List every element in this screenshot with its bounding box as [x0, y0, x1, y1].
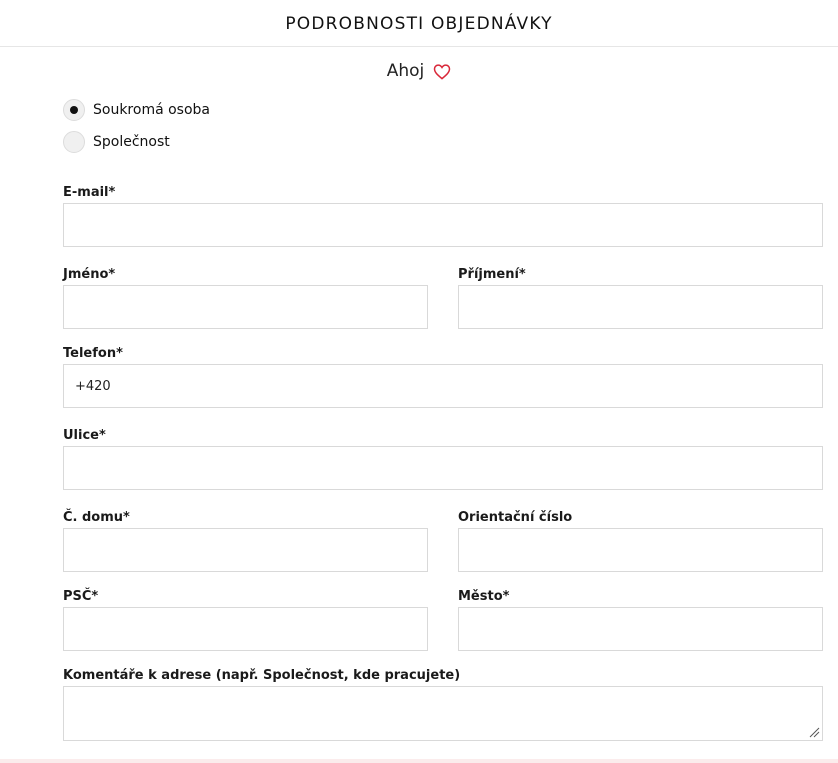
- zip-field[interactable]: [63, 607, 428, 651]
- radio-private-person[interactable]: [63, 99, 210, 121]
- greeting-text: Ahoj: [386, 61, 425, 81]
- resize-handle-icon[interactable]: [808, 726, 820, 738]
- email-field[interactable]: [63, 203, 823, 247]
- first-name-label: Jméno*: [63, 267, 116, 282]
- page-header: [0, 0, 838, 47]
- zip-label: PSČ*: [63, 589, 99, 604]
- house-number-label: Č. domu*: [63, 510, 130, 525]
- street-field[interactable]: [63, 446, 823, 490]
- address-comment-textarea[interactable]: [63, 686, 823, 741]
- radio-label-private-person[interactable]: Soukromá osoba: [93, 102, 211, 118]
- address-comment-label: Komentáře k adrese (např. Společnost, kde pracujete): [63, 668, 461, 683]
- radio-button[interactable]: [63, 131, 85, 153]
- phone-label: Telefon*: [63, 346, 123, 361]
- last-name-label: Příjmení*: [458, 267, 526, 282]
- page-title: PODROBNOSTI OBJEDNÁVKY: [285, 14, 553, 34]
- radio-label-company[interactable]: Společnost: [93, 134, 170, 150]
- city-label: Město*: [458, 589, 510, 604]
- heart-icon: [433, 63, 451, 80]
- radio-dot: [70, 106, 78, 114]
- greeting: [0, 61, 838, 81]
- radio-button-selected[interactable]: [63, 99, 85, 121]
- last-name-field[interactable]: [458, 285, 823, 329]
- orientation-number-label: Orientační číslo: [458, 510, 573, 525]
- bottom-divider: [0, 759, 838, 763]
- house-number-field[interactable]: [63, 528, 428, 572]
- city-field[interactable]: [458, 607, 823, 651]
- radio-company[interactable]: [63, 131, 170, 153]
- phone-field[interactable]: +420: [63, 364, 823, 408]
- street-label: Ulice*: [63, 428, 106, 443]
- first-name-field[interactable]: [63, 285, 428, 329]
- orientation-number-field[interactable]: [458, 528, 823, 572]
- email-label: E-mail*: [63, 185, 116, 200]
